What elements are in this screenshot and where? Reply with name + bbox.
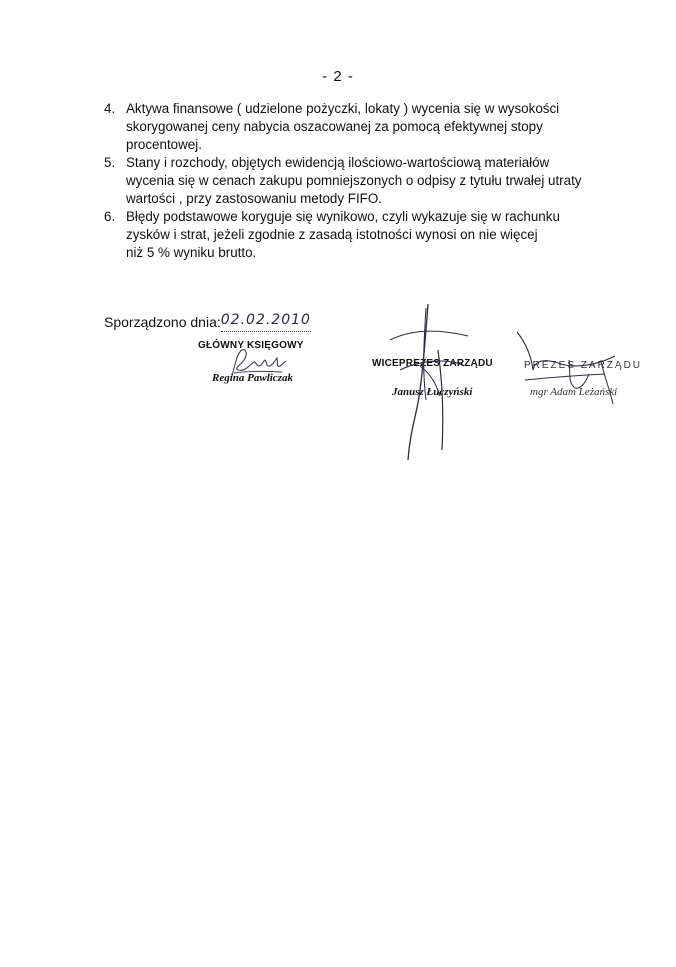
- page-number: - 2 -: [322, 68, 354, 85]
- president-signature: [505, 330, 625, 410]
- item-line: Aktywa finansowe ( udzielone pożyczki, lokaty ) wycenia się w wysokości: [126, 101, 560, 116]
- stamp-name: Janusz Łuczyński: [392, 386, 473, 398]
- stamp-title: WICEPREZES ZARZĄDU: [372, 358, 493, 369]
- date-dotted-field: [221, 314, 311, 332]
- prepared-label: Sporządzono dnia:: [104, 314, 221, 330]
- stamp-title: PREZES ZARZĄDU: [524, 360, 643, 371]
- item-line: procentowej.: [126, 137, 202, 152]
- prepared-date-handwritten: 02.02.2010: [220, 312, 311, 328]
- numbered-list: [104, 100, 624, 262]
- list-item: [104, 100, 624, 154]
- stamp-title: GŁÓWNY KSIĘGOWY: [198, 340, 304, 351]
- chief-accountant-signature: [228, 346, 288, 380]
- item-line: wycenia się w cenach zakupu pomniejszonych o odpisy z tytułu trwałej utraty: [126, 173, 582, 188]
- vice-president-signature: [380, 300, 480, 470]
- prepared-date-line: [104, 314, 311, 332]
- item-line: Stany i rozchody, objętych ewidencją ilościowo-wartościową materiałów: [126, 155, 550, 170]
- item-line: zysków i strat, jeżeli zgodnie z zasadą istotności wynosi on nie więcej: [126, 227, 538, 242]
- list-item: [104, 208, 624, 262]
- item-number: 5.: [104, 155, 116, 170]
- list-item: [104, 154, 624, 208]
- stamp-name: Regina Pawliczak: [212, 372, 293, 384]
- stamp-name: mgr Adam Leżański: [530, 386, 618, 398]
- item-number: 4.: [104, 101, 116, 116]
- item-line: wartości , przy zastosowaniu metody FIFO.: [126, 191, 382, 206]
- item-line: skorygowanej ceny nabycia oszacowanej za pomocą efektywnej stopy: [126, 119, 543, 134]
- item-line: Błędy podstawowe koryguje się wynikowo, czyli wykazuje się w rachunku: [126, 209, 560, 224]
- item-number: 6.: [104, 209, 116, 224]
- item-line: niż 5 % wyniku brutto.: [126, 245, 257, 260]
